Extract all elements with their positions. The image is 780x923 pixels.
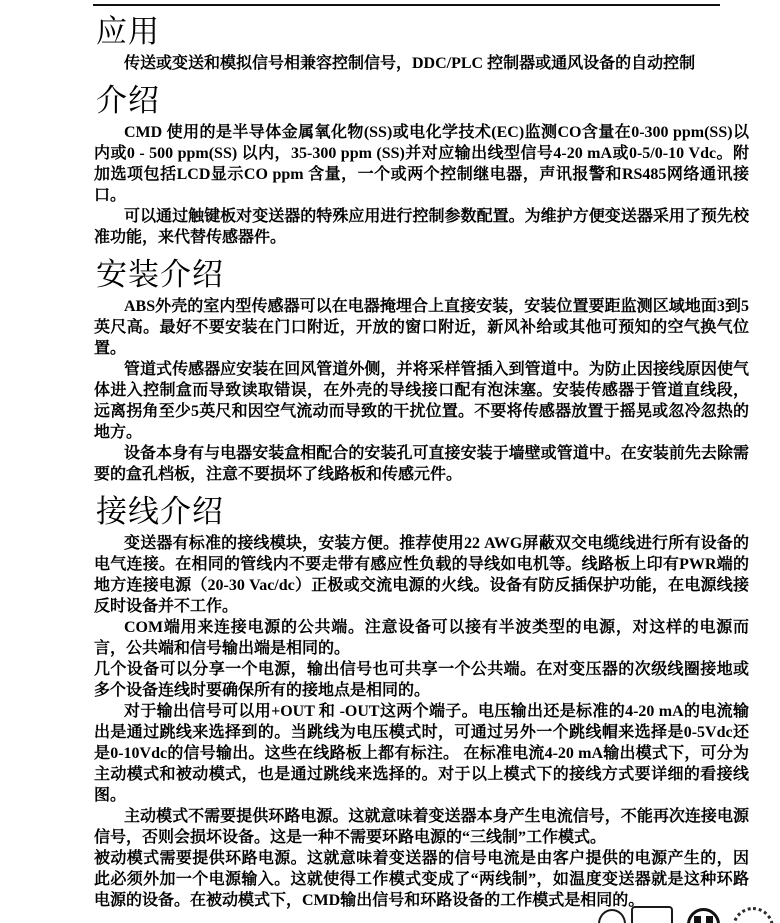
paragraph: COM端用来连接电源的公共端。注意设备可以接有半波类型的电源，对这样的电源而言，公共端和信号输出端是相同的。 <box>94 619 749 657</box>
section-heading-application: 应用 <box>96 14 160 49</box>
section-application <box>94 14 749 74</box>
section-heading-introduction: 介绍 <box>96 83 160 118</box>
section-introduction <box>94 83 749 248</box>
paragraph: 主动模式不需要提供环路电源。这就意味着变送器本身产生电流信号，不能再次连接电源信号，否则会损坏设备。这是一种不需要环路电源的“三线制”工作模式。 <box>94 808 749 846</box>
certification-seal-mark-icon <box>732 907 774 923</box>
certification-marks-row <box>598 906 780 923</box>
paragraph: 管道式传感器应安装在回风管道外侧，并将采样管插入到管道中。为防止因接线原因使气体进入控制盒而导致读取错误，在外壳的导线接口配有泡沫塞。安装传感器于管道直线段，远离拐角至少5英尺和因空气流动而导致的干扰位置。不要将传感器放置于摇晃或忽冷忽热的地方。 <box>94 361 749 441</box>
page-content <box>94 12 749 911</box>
paragraph: 可以通过触键板对变送器的特殊应用进行控制参数配置。为维护方便变送器采用了预先校准功能，来代替传感器件。 <box>94 208 749 246</box>
certification-box-mark-icon <box>631 906 673 923</box>
paragraph: 对于输出信号可以用+OUT 和 -OUT这两个端子。电压输出还是标准的4-20 mA的电流输出是通过跳线来选择到的。当跳线为电压模式时，可通过另外一个跳线帽来选择是0-5Vdc还是0-10Vdc的信号输出。这些在线路板上都有标注。 在标准电流4-20 mA输出模式下，可分为主动模式和被动模式，也是通过跳线来选择的。对于以上模式下的接线方式要详细的看接线图。 <box>94 703 749 804</box>
paragraph: 被动模式需要提供环路电源。这就意味着变送器的信号电流是由客户提供的电源产生的，因此必须外加一个电源输入。这就使得工作模式变成了“两线制”，如温度变送器就是这种环路电源的设备。在被动模式下，CMD输出信号和环路设备的工作模式是相同的。 <box>94 850 749 909</box>
paragraph: 设备本身有与电器安装盒相配合的安装孔可直接安装于墙壁或管道中。在安装前先去除需要的盒孔档板，注意不要损坏了线路板和传感元件。 <box>94 445 749 483</box>
paragraph: 传送或变送和模拟信号相兼容控制信号，DDC/PLC 控制器或通风设备的自动控制 <box>124 55 696 72</box>
section-wiring <box>94 494 749 911</box>
section-heading-wiring: 接线介绍 <box>96 494 224 529</box>
certification-circle-mark-icon <box>598 909 626 923</box>
paragraph: ABS外壳的室内型传感器可以在电器掩埋合上直接安装，安装位置要距监测区域地面3到5英尺高。最好不要安装在门口附近，开放的窗口附近，新风补给或其他可预知的空气换气位置。 <box>94 298 749 357</box>
paragraph: CMD 使用的是半导体金属氧化物(SS)或电化学技术(EC)监测CO含量在0-300 ppm(SS)以内或0 - 500 ppm(SS) 以内，35-300 ppm (SS)并对应输出线型信号4-20 mA或0-5/0-10 Vdc。附加选项包括LCD显示CO ppm 含量，一个或两个控制继电器，声讯报警和RS485网络通讯接口。 <box>94 124 749 204</box>
section-heading-installation: 安装介绍 <box>96 257 224 292</box>
top-rule-divider <box>93 4 720 6</box>
paragraph: 几个设备可以分享一个电源，输出信号也可共享一个公共端。在对变压器的次级线圈接地或多个设备连线时要确保所有的接地点是相同的。 <box>94 661 749 699</box>
paragraph: 变送器有标准的接线模块，安装方便。推荐使用22 AWG屏蔽双交电缆线进行所有设备的电气连接。在相同的管线内不要走带有感应性负载的导线如电机等。线路板上印有PWR端的地方连接电源（20-30 Vac/dc）正极或交流电源的火线。设备有防反插保护功能，在电源线接反时设备并不工作。 <box>94 535 749 615</box>
certification-ul-style-mark-icon <box>687 908 720 923</box>
section-installation <box>94 257 749 485</box>
